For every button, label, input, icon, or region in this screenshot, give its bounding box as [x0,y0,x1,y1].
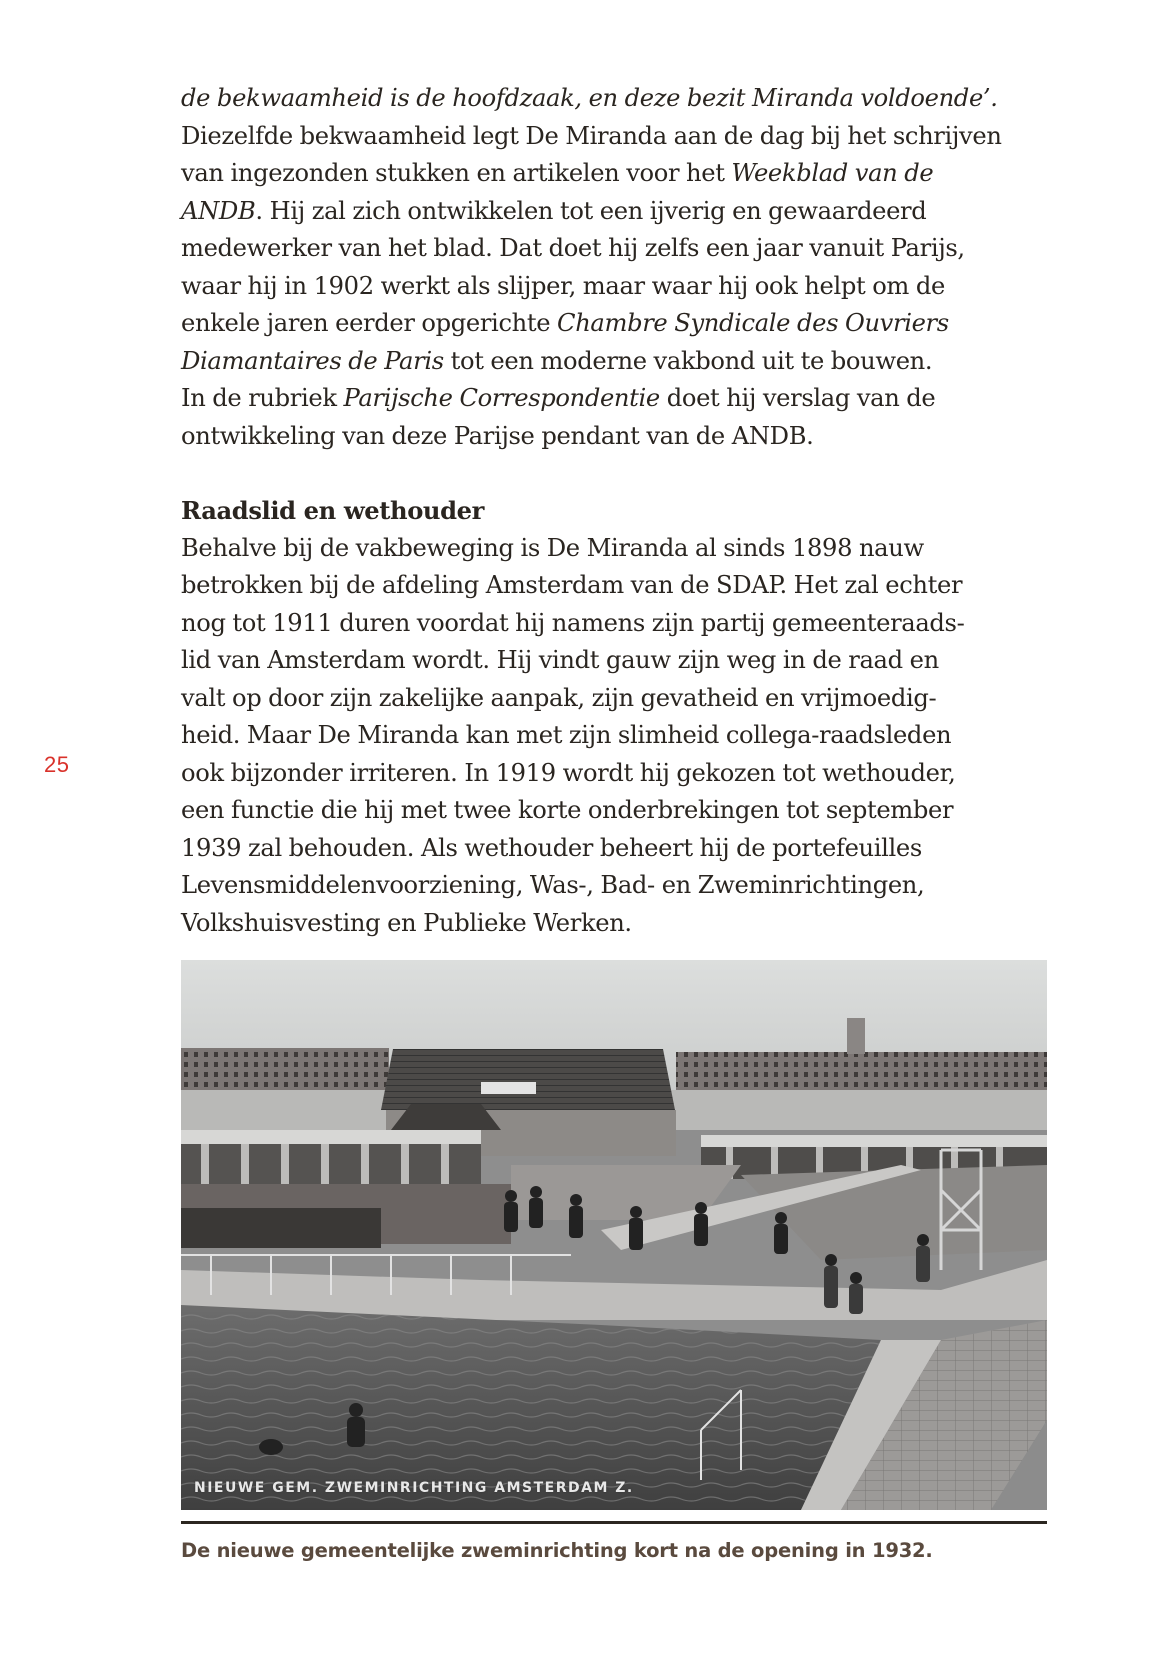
text-run: tot een moderne vakbond uit te bouwen. [443,346,933,375]
text-line [181,380,1061,418]
text-line: Levensmiddelenvoorziening, Was-, Bad- en Zweminrichtingen, [181,871,925,899]
text-line [181,155,1061,193]
photo-stamp-text: NIEUWE GEM. ZWEMINRICHTING AMSTERDAM Z. [194,1480,634,1496]
text-line [181,230,1061,268]
text-run: enkele jaren eerder opgerichte [181,309,558,337]
apartment-block-left [181,1048,389,1090]
apartment-block-right [676,1052,1047,1092]
intro-paragraph [181,80,1061,455]
text-line [181,118,1061,156]
swimming-pool-photo [181,960,1047,1510]
text-line: ook bijzonder irriteren. In 1919 wordt hij gekozen tot wethouder, [181,758,956,787]
text-line: lid van Amsterdam wordt. Hij vindt gauw zijn weg in de raad en [181,646,939,674]
figure-caption: De nieuwe gemeentelijke zweminrichting kort na de opening in 1932. [181,1539,933,1562]
text-run: medewerker van het blad. Dat doet hij zelfs een jaar vanuit Parijs, [181,234,965,262]
cabins-right-roof [701,1135,1047,1147]
text-line: een functie die hij met twee korte onderbrekingen tot september [181,796,954,824]
text-line [181,268,1061,306]
tower [847,1018,865,1054]
italic-text: Diamantaires de Paris [181,346,444,375]
text-line [181,80,1061,118]
italic-text: Parijsche Correspondentie [343,384,660,412]
italic-text: Weekblad van de [731,159,934,187]
caption-divider [181,1521,1047,1524]
cabins-left-roof [181,1130,481,1144]
text-run: . Hij zal zich ontwikkelen tot een ijverig en gewaardeerd [255,196,927,225]
text-line: betrokken bij de afdeling Amsterdam van de SDAP. Het zal echter [181,571,963,599]
text-line: valt op door zijn zakelijke aanpak, zijn gevatheid en vrijmoedig- [181,683,937,712]
text-run: doet hij verslag van de [659,384,936,412]
main-building-roof [381,1049,675,1110]
text-line: heid. Maar De Miranda kan met zijn slimheid collega-raadsleden [181,721,952,749]
text-line: Behalve bij de vakbeweging is De Miranda al sinds 1898 nauw [181,533,924,562]
text-run: van ingezonden stukken en artikelen voor het [181,159,732,187]
italic-text: Chambre Syndicale des Ouvriers [557,309,949,337]
section-paragraph [181,530,1061,943]
text-line: Volkshuisvesting en Publieke Werken. [181,908,632,937]
text-run: waar hij in 1902 werkt als slijper, maar waar hij ook helpt om de [181,271,945,300]
text-run: In de rubriek [181,384,344,412]
text-line: 1939 zal behouden. Als wethouder beheert hij de portefeuilles [181,833,922,862]
italic-text: de bekwaamheid is de hoofdzaak, en deze bezit Miranda voldoende’. [181,84,998,112]
text-column [181,80,1061,942]
text-run: Diezelfde bekwaamheid legt De Miranda aan de dag bij het schrijven [181,121,1002,150]
photo-illustration [181,960,1047,1510]
text-line [181,305,1061,343]
italic-text: ANDB [181,196,256,225]
text-line [181,343,1061,381]
text-line: nog tot 1911 duren voordat hij namens zijn partij gemeenteraads- [181,608,965,637]
section-heading: Raadslid en wethouder [181,496,484,525]
text-run: ontwikkeling van deze Parijse pendant van de ANDB. [181,421,814,450]
text-line [181,418,1061,456]
text-line [181,193,1061,231]
page-number: 25 [44,752,70,777]
